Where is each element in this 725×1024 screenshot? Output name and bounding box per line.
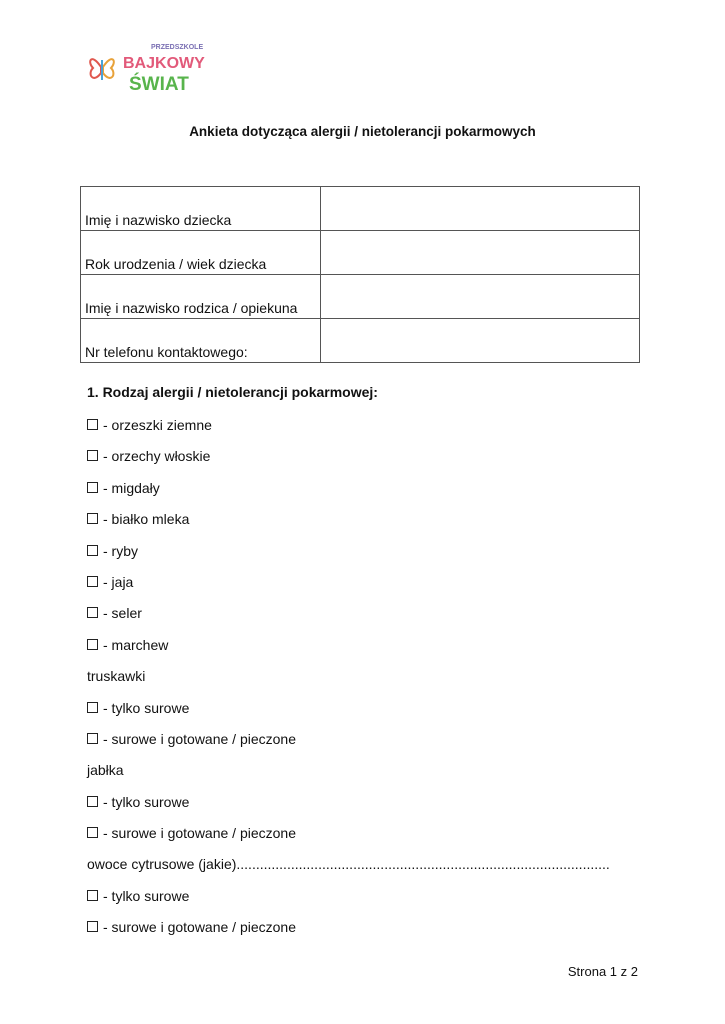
checkbox-icon[interactable] — [87, 827, 98, 838]
option-label: - marchew — [103, 636, 169, 653]
checkbox-icon[interactable] — [87, 890, 98, 901]
checkbox-icon[interactable] — [87, 576, 98, 587]
allergy-option — [87, 729, 647, 760]
checkbox-icon[interactable] — [87, 702, 98, 713]
option-label: - tylko surowe — [103, 793, 190, 810]
option-label: - surowe i gotowane / pieczone — [103, 730, 296, 747]
allergy-option — [87, 698, 647, 729]
table-row — [81, 319, 640, 363]
option-label: - seler — [103, 605, 142, 622]
checkbox-icon[interactable] — [87, 419, 98, 430]
section-heading: 1. Rodzaj alergii / nietolerancji pokarmowej: — [87, 384, 378, 400]
logo-line2: BAJKOWY — [123, 55, 205, 72]
logo-line1: PRZEDSZKOLE — [151, 44, 204, 51]
allergy-option — [87, 572, 647, 603]
option-label: - migdały — [103, 479, 160, 496]
option-label: - jaja — [103, 573, 134, 590]
checkbox-icon[interactable] — [87, 513, 98, 524]
allergy-option — [87, 823, 647, 854]
checkbox-icon[interactable] — [87, 921, 98, 932]
option-label: - białko mleka — [103, 511, 190, 528]
allergy-option — [87, 886, 647, 917]
allergy-group-label — [87, 666, 647, 697]
allergy-group-label — [87, 854, 647, 885]
option-label: jabłka — [87, 762, 124, 779]
row-label: Imię i nazwisko rodzica / opiekuna — [81, 275, 321, 319]
checkbox-icon[interactable] — [87, 639, 98, 650]
allergy-options-list — [87, 415, 647, 949]
row-value-field[interactable] — [321, 275, 640, 319]
checkbox-icon[interactable] — [87, 450, 98, 461]
allergy-group-label — [87, 760, 647, 791]
option-label: truskawki — [87, 668, 146, 685]
allergy-option — [87, 541, 647, 572]
option-label: - tylko surowe — [103, 699, 190, 716]
allergy-option — [87, 603, 647, 634]
kindergarten-logo — [87, 40, 205, 95]
option-label: - orzechy włoskie — [103, 448, 211, 465]
page-title: Ankieta dotycząca alergii / nietolerancji pokarmowych — [189, 124, 536, 139]
butterfly-logo-icon — [87, 40, 205, 95]
checkbox-icon[interactable] — [87, 545, 98, 556]
row-value-field[interactable] — [321, 231, 640, 275]
option-label: owoce cytrusowe (jakie)................................................................................................ — [87, 856, 610, 873]
allergy-option — [87, 446, 647, 477]
row-label: Imię i nazwisko dziecka — [81, 187, 321, 231]
page-number: Strona 1 z 2 — [567, 964, 638, 979]
option-label: - tylko surowe — [103, 887, 190, 904]
allergy-option — [87, 917, 647, 948]
allergy-option — [87, 792, 647, 823]
allergy-option — [87, 509, 647, 540]
option-label: - surowe i gotowane / pieczone — [103, 919, 296, 936]
allergy-option — [87, 635, 647, 666]
row-value-field[interactable] — [321, 319, 640, 363]
child-info-table — [80, 186, 640, 363]
checkbox-icon[interactable] — [87, 733, 98, 744]
logo-line3: ŚWIAT — [129, 74, 189, 95]
row-label: Nr telefonu kontaktowego: — [81, 319, 321, 363]
allergy-option — [87, 415, 647, 446]
allergy-option — [87, 478, 647, 509]
table-row — [81, 187, 640, 231]
row-value-field[interactable] — [321, 187, 640, 231]
table-row — [81, 275, 640, 319]
table-row — [81, 231, 640, 275]
option-label: - orzeszki ziemne — [103, 417, 212, 433]
checkbox-icon[interactable] — [87, 796, 98, 807]
checkbox-icon[interactable] — [87, 607, 98, 618]
checkbox-icon[interactable] — [87, 482, 98, 493]
option-label: - surowe i gotowane / pieczone — [103, 825, 296, 842]
row-label: Rok urodzenia / wiek dziecka — [81, 231, 321, 275]
option-label: - ryby — [103, 542, 138, 559]
